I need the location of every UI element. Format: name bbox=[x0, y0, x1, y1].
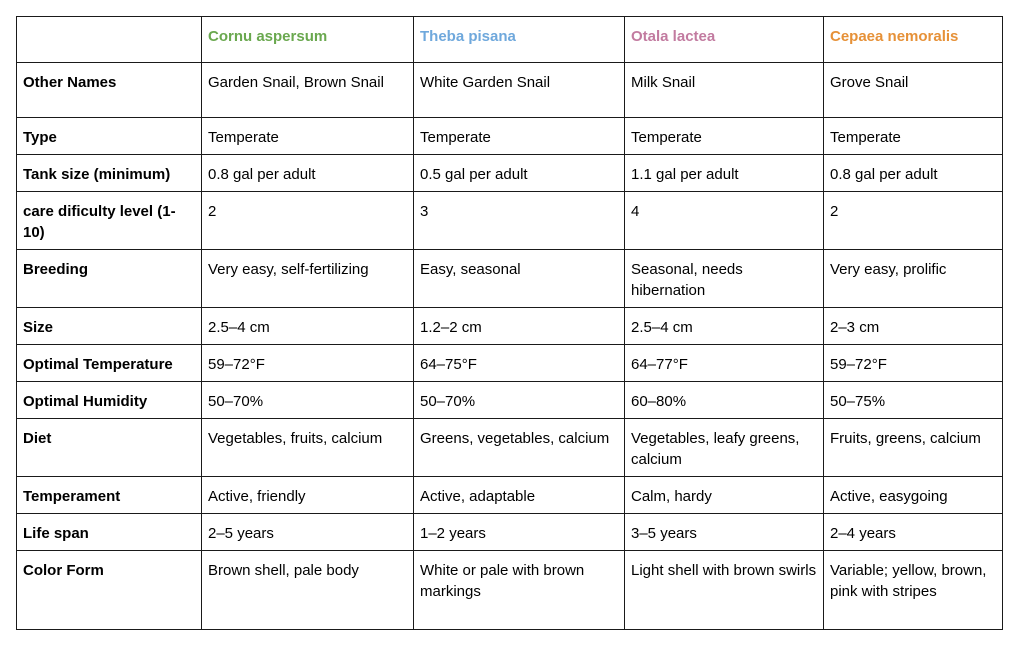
table-cell: Temperate bbox=[824, 118, 1003, 155]
row-label: Color Form bbox=[17, 551, 202, 630]
table-cell: 0.8 gal per adult bbox=[824, 155, 1003, 192]
row-label: Type bbox=[17, 118, 202, 155]
table-row-breeding bbox=[17, 250, 1003, 308]
table-row-optimal-temperature bbox=[17, 345, 1003, 382]
table-cell: 0.8 gal per adult bbox=[202, 155, 414, 192]
table-cell: 59–72°F bbox=[824, 345, 1003, 382]
table-row-care-difficulty bbox=[17, 192, 1003, 250]
table-cell: Milk Snail bbox=[625, 63, 824, 118]
table-row-temperament bbox=[17, 477, 1003, 514]
row-label: Diet bbox=[17, 419, 202, 477]
species-header-cepaea-nemoralis: Cepaea nemoralis bbox=[824, 17, 1003, 63]
table-cell: Greens, vegetables, calcium bbox=[414, 419, 625, 477]
table-cell: 64–77°F bbox=[625, 345, 824, 382]
table-row-tank-size bbox=[17, 155, 1003, 192]
species-header-otala-lactea: Otala lactea bbox=[625, 17, 824, 63]
table-cell: 2–5 years bbox=[202, 514, 414, 551]
table-cell: White or pale with brown markings bbox=[414, 551, 625, 630]
table-row-size bbox=[17, 308, 1003, 345]
table-cell: 1.1 gal per adult bbox=[625, 155, 824, 192]
row-label: Tank size (minimum) bbox=[17, 155, 202, 192]
table-cell: 2 bbox=[202, 192, 414, 250]
table-row-diet bbox=[17, 419, 1003, 477]
table-cell: Temperate bbox=[202, 118, 414, 155]
table-cell: 2.5–4 cm bbox=[625, 308, 824, 345]
table-cell: White Garden Snail bbox=[414, 63, 625, 118]
species-header-theba-pisana: Theba pisana bbox=[414, 17, 625, 63]
table-row-optimal-humidity bbox=[17, 382, 1003, 419]
table-cell: Active, easygoing bbox=[824, 477, 1003, 514]
table-cell: Fruits, greens, calcium bbox=[824, 419, 1003, 477]
table-cell: Calm, hardy bbox=[625, 477, 824, 514]
table-row-other-names bbox=[17, 63, 1003, 118]
table-cell: 2–3 cm bbox=[824, 308, 1003, 345]
row-label: Optimal Temperature bbox=[17, 345, 202, 382]
table-cell: Very easy, self-fertilizing bbox=[202, 250, 414, 308]
table-cell: Easy, seasonal bbox=[414, 250, 625, 308]
table-cell: Vegetables, leafy greens, calcium bbox=[625, 419, 824, 477]
row-label: Other Names bbox=[17, 63, 202, 118]
table-cell: 50–70% bbox=[202, 382, 414, 419]
row-label: Temperament bbox=[17, 477, 202, 514]
table-cell: 1–2 years bbox=[414, 514, 625, 551]
row-label: Breeding bbox=[17, 250, 202, 308]
table-cell: Temperate bbox=[625, 118, 824, 155]
table-cell: 3 bbox=[414, 192, 625, 250]
row-label: Optimal Humidity bbox=[17, 382, 202, 419]
table-cell: 64–75°F bbox=[414, 345, 625, 382]
row-label: Size bbox=[17, 308, 202, 345]
table-cell: Grove Snail bbox=[824, 63, 1003, 118]
table-cell: Very easy, prolific bbox=[824, 250, 1003, 308]
table-cell: Seasonal, needs hibernation bbox=[625, 250, 824, 308]
table-cell: 2–4 years bbox=[824, 514, 1003, 551]
table-cell: Temperate bbox=[414, 118, 625, 155]
table-row-life-span bbox=[17, 514, 1003, 551]
snail-care-table bbox=[16, 16, 1003, 630]
table-cell: Active, friendly bbox=[202, 477, 414, 514]
species-header-cornu-aspersum: Cornu aspersum bbox=[202, 17, 414, 63]
table-cell: 4 bbox=[625, 192, 824, 250]
header-row bbox=[17, 17, 1003, 63]
table-cell: 3–5 years bbox=[625, 514, 824, 551]
table-cell: Light shell with brown swirls bbox=[625, 551, 824, 630]
table-cell: Vegetables, fruits, calcium bbox=[202, 419, 414, 477]
table-cell: Garden Snail, Brown Snail bbox=[202, 63, 414, 118]
table-cell: 2 bbox=[824, 192, 1003, 250]
table-cell: 1.2–2 cm bbox=[414, 308, 625, 345]
row-label: Life span bbox=[17, 514, 202, 551]
table-cell: 59–72°F bbox=[202, 345, 414, 382]
table-cell: Active, adaptable bbox=[414, 477, 625, 514]
table-cell: 2.5–4 cm bbox=[202, 308, 414, 345]
table-cell: 60–80% bbox=[625, 382, 824, 419]
table-cell: 0.5 gal per adult bbox=[414, 155, 625, 192]
table-row-color-form bbox=[17, 551, 1003, 630]
table-row-type bbox=[17, 118, 1003, 155]
corner-cell bbox=[17, 17, 202, 63]
table-cell: 50–70% bbox=[414, 382, 625, 419]
table-cell: Variable; yellow, brown, pink with stripes bbox=[824, 551, 1003, 630]
table-cell: 50–75% bbox=[824, 382, 1003, 419]
table-cell: Brown shell, pale body bbox=[202, 551, 414, 630]
row-label: care dificulty level (1-10) bbox=[17, 192, 202, 250]
